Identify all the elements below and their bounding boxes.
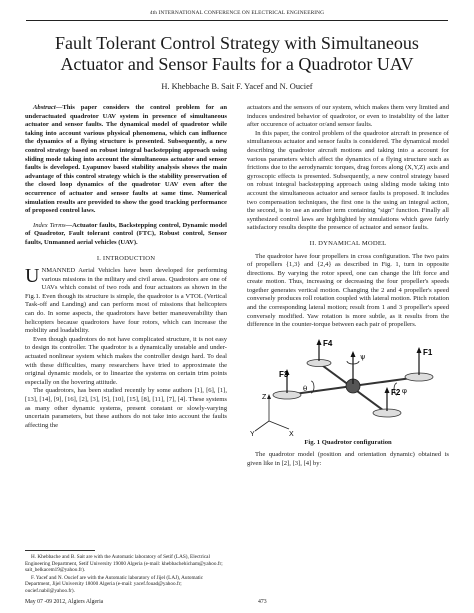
- figure-caption: Fig. 1 Quadrotor configuration: [304, 438, 392, 446]
- left-column: [25, 104, 227, 430]
- section-heading-dynamical-model: II. DYNAMICAL MODEL: [309, 239, 387, 247]
- abstract: [25, 104, 227, 216]
- intro-paragraph-2: Even though quadrotors do not have complicated structure, it is not easy to design its controller. The quadrotor is a dynamically unstable and under-actuated nonlinear system which makes the controller design hard. To deal with these difficulties, many researchers have tried to approximate the original dynamic models, or to linearize the systems on certain trim points especially on the hovering attitude.: [25, 335, 227, 386]
- abstract-text: —This paper considers the control problem for an underactuated quadrotor UAV system in presence of simultaneous actuator and sensor faults. The dynamical model of quadrotor while taking into account various physical phenomena, which can influence the dynamics of a flying structure is presented. Subsequently, a new control strategy based on robust integral backstepping approach using sliding mode taking into account the simultaneous actuator and sensor faults is developed. Lyapunov based stability analysis shows the main advantage of this control strategy which is the stability preservation of the closed loop dynamics of the quadrotor UAV even after the occurrence of actuator and sensor faults at same time. Numerical simulation results are provided to show the good tracking performance of proposed control laws.: [25, 104, 227, 215]
- arrowhead-2: [385, 387, 390, 393]
- section-heading-introduction: I. INTRODUCTION: [96, 254, 156, 262]
- index-terms-text: —Actuator faults, Backstepping control, Dynamic model of Quadrotor, Fault tolerant control (FTC), Robust control, Sensor faults, Unmanned aerial vehicles (UAV).: [25, 221, 227, 246]
- x-axis: [269, 421, 289, 429]
- arrowhead-4: [317, 339, 322, 345]
- intro-continued-paragraph: actuators and the sensors of our system, which makes them very limited and induces undesired behavior of quadrotor, or even to instability of the latter after occurence of actuator or/and sensor faults.: [247, 104, 449, 129]
- x-axis-label: X: [289, 430, 294, 437]
- arrowhead-1: [417, 347, 422, 353]
- footnote-2: F. Yacef and N. Oucief are with the Automatic laboratory of Jijel (LAJ), Automatic Department, Jijel University 18000 Algeria (e-mail: yacef.fouad@yahoo.fr; oucief.nabil@yahoo.fr).: [25, 574, 204, 594]
- intro-paragraph-3: The quadrotors, has been studied recently by some authors [1], [6], [1], [13], [14], [9], [16], [2], [3], [5], [10], [15], [8], [11], [7], [4]. These systems as many other dynamic systems, present constant or slowly-varying uncertain parameters, but these authors do not take into account the faults affecting the: [25, 387, 227, 429]
- right-column: [247, 104, 449, 469]
- model-paragraph-2: The quadrotor model (position and orientation dynamic) obtained is given like in [2], [3], [4] by:: [247, 451, 449, 468]
- y-axis-label: Y: [250, 430, 255, 437]
- force-label-f2: F2: [391, 387, 401, 397]
- index-terms-lead: Index Terms: [33, 221, 66, 229]
- authors: H. Khebbache B. Sait F. Yacef and N. Oucief: [161, 82, 313, 91]
- header-rule: [26, 20, 448, 21]
- drop-cap: U: [25, 265, 40, 288]
- paper-title: [20, 33, 454, 75]
- title-line-1: Fault Tolerant Control Strategy with Simultaneous: [55, 33, 419, 53]
- conference-header: 4th INTERNATIONAL CONFERENCE ON ELECTRICAL ENGINEERING: [149, 10, 325, 16]
- inertial-axes: [255, 397, 289, 431]
- psi-label: ψ: [360, 352, 366, 361]
- model-paragraph-1: The quadrotor have four propellers in cross configuration. The two pairs of propellers {1,3} and {2,4} as described in Fig. 1, turn in opposite directions. By varying the rotor speed, one can change the lift force and create motion. Thus, increasing or decreasing the four propeller's speeds together generates vertical motion. Changing the 2 and 4 propeller's speed conversely produces roll rotation coupled with lateral motion. Pitch rotation and the corresponding lateral motion; result from 1 and 3 propeller's speed conversely modified. Yaw rotation is more subtle, as it results from the difference in the counter-torque between each pair of propellers.: [247, 252, 449, 329]
- force-label-f1: F1: [423, 347, 433, 357]
- z-axis-arrowhead: [267, 394, 271, 399]
- abstract-lead: Abstract: [33, 104, 56, 111]
- title-line-2: Actuator and Sensor Faults for a Quadrotor UAV: [60, 54, 414, 74]
- footnote-rule: [25, 550, 95, 551]
- force-label-f4: F4: [323, 338, 333, 348]
- intro-paragraph-4: In this paper, the control problem of the quadrotor aircraft in presence of simultaneous actuator and sensor faults is considered. The dynamical model describing the quadrotor aircraft motions and taking into a account for various parameters which affect the dynamics of a flying structure such as frictions due to the aerodynamic torques, drag forces along (X,Y,Z) axis and gyroscopic effects is presented. Subsequently, a new control strategy based on robust integral backstepping approach using sliding mode taking into account the simultaneous actuator and sensor faults is proposed. It includes two compensation techniques, the first one is the using an integral action, the second, is to use an another term containing "sign" function. Finally all synthesized control laws are highlighted by simulations which gave fairly satisfactory results despite the presence of actuator and sensor faults.: [247, 129, 449, 232]
- footnotes: [25, 554, 227, 595]
- quadrotor-figure: [247, 333, 449, 437]
- footer-date-location: May 07 -09 2012, Algiers Algeria: [25, 599, 104, 605]
- force-label-f3: F3: [279, 369, 289, 379]
- page-number: 473: [258, 599, 267, 605]
- y-axis: [255, 421, 269, 431]
- phi-label: φ: [402, 386, 407, 395]
- z-axis-label: Z: [262, 393, 267, 401]
- intro-paragraph-1: [25, 267, 227, 336]
- quadrotor-diagram: [247, 333, 449, 437]
- intro-paragraph-1-text: NMANNED Aerial Vehicles have been developed for performing various missions in the military and civil areas. Quadrotors are one of UAVs which consist of two rods and four actuators as shown in the Fig.1. Even though its structure is simple, the quadrotor is a VTOL (Vertical Task-off and Landing) and can perform most of missions that helicopters can do. In some aspects, the quadrotors have better maneuverability than helicopters because quadrotors have four rotors, which can increase the mobility and loadability.: [25, 267, 227, 335]
- arrowhead-body: [351, 351, 356, 357]
- index-terms: [25, 222, 227, 248]
- footnote-1: H. Khebbache and B. Sait are with the Automatic laboratory of Setif (LAS), Electrical Engineering Department, Setif University 19000 Algeria (e-mail: khebbachehicham@yahoo.fr; sait_belkacem19@yahoo.fr).: [25, 554, 223, 573]
- theta-label: θ: [303, 384, 308, 393]
